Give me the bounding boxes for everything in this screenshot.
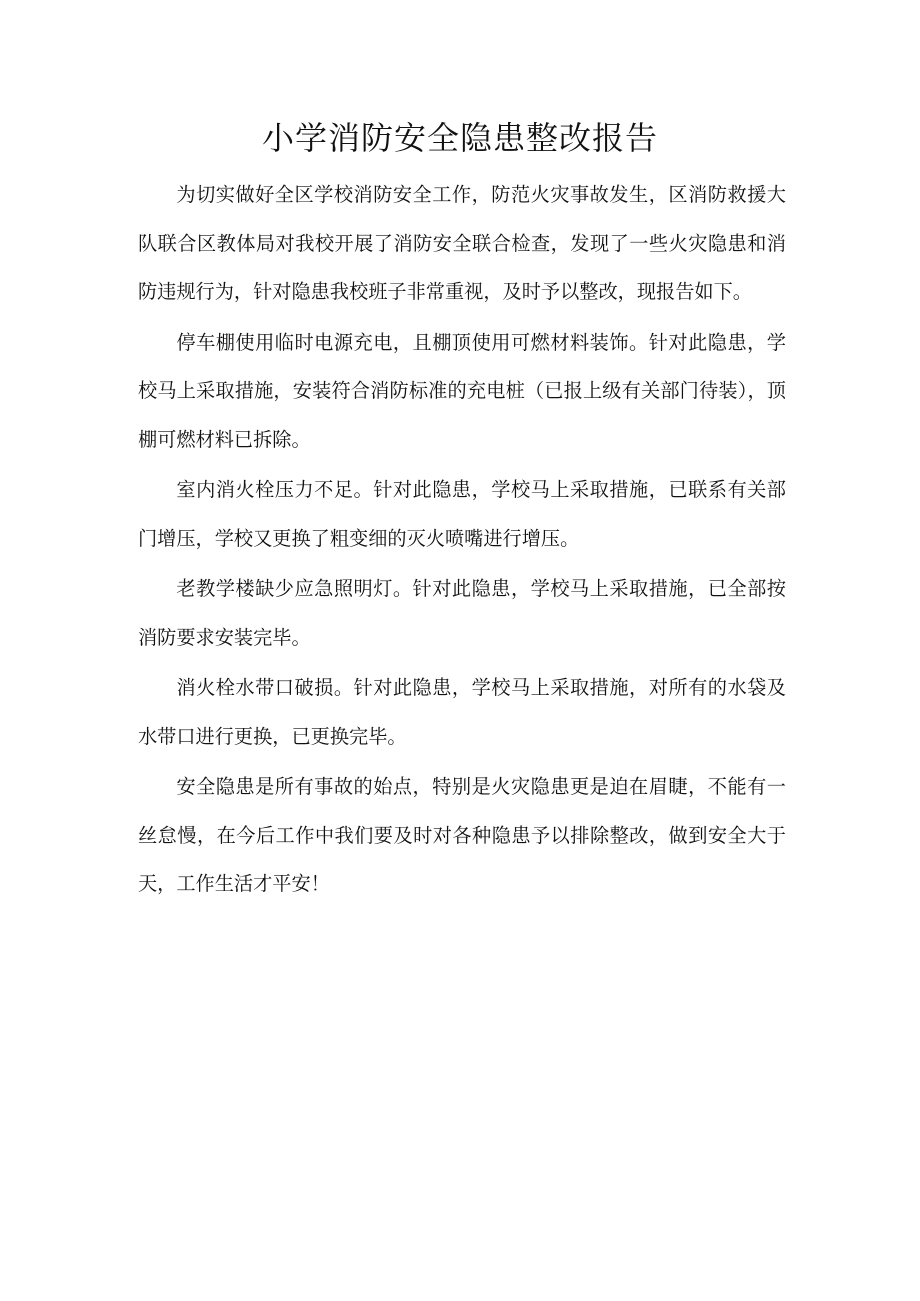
- document-body: [138, 171, 786, 911]
- document-title: 小学消防安全隐患整改报告: [261, 119, 658, 157]
- paragraph-issue-hose-coupling: 消火栓水带口破损。针对此隐患，学校马上采取措施，对所有的水袋及水带口进行更换，已更换完毕。: [138, 676, 786, 748]
- paragraph-issue-emergency-lighting: 老教学楼缺少应急照明灯。针对此隐患，学校马上采取措施，已全部按消防要求安装完毕。: [138, 577, 786, 649]
- paragraph-conclusion: 安全隐患是所有事故的始点，特别是火灾隐患更是迫在眉睫，不能有一丝怠慢，在今后工作中我们要及时对各种隐患予以排除整改，做到安全大于天，工作生活才平安！: [138, 775, 786, 895]
- paragraph-intro: 为切实做好全区学校消防安全工作，防范火灾事故发生，区消防救援大队联合区教体局对我校开展了消防安全联合检查，发现了一些火灾隐患和消防违规行为，针对隐患我校班子非常重视，及时予以整改，现报告如下。: [138, 183, 786, 303]
- paragraph-issue-parking-shed: 停车棚使用临时电源充电，且棚顶使用可燃材料装饰。针对此隐患，学校马上采取措施，安装符合消防标准的充电桩（已报上级有关部门待装），顶棚可燃材料已拆除。: [138, 330, 786, 451]
- paragraph-issue-hydrant-pressure: 室内消火栓压力不足。针对此隐患，学校马上采取措施，已联系有关部门增压，学校又更换了粗变细的灭火喷嘴进行增压。: [138, 478, 786, 550]
